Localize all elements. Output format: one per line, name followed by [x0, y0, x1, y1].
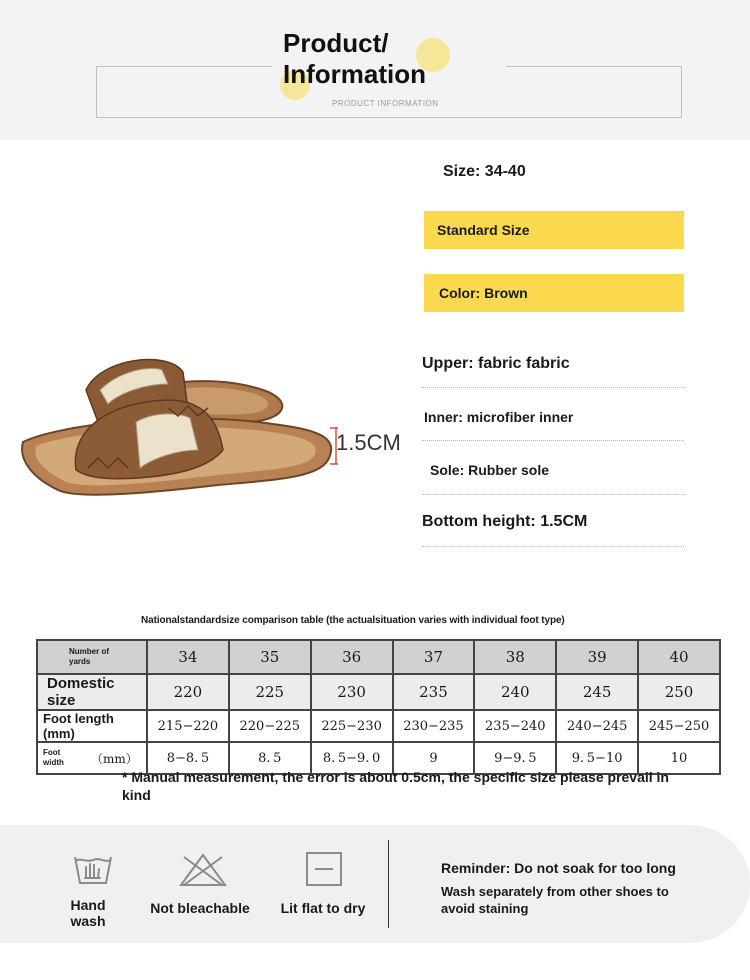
page-subtitle: PRODUCT INFORMATION: [332, 99, 439, 108]
spec-upper: Upper: fabric fabric: [422, 355, 570, 372]
hand-wash-label: Hand wash: [70, 897, 106, 929]
flat-dry-label: Lit flat to dry: [280, 900, 366, 916]
table-cell: 220−225: [229, 710, 311, 742]
table-cell: 240: [474, 674, 556, 710]
table-cell: 230: [311, 674, 393, 710]
table-cell: 8−8. 5: [147, 742, 229, 774]
page-title-text: Product/ Information: [283, 28, 426, 89]
spec-size: Size: 34-40: [443, 163, 526, 180]
row-header: [37, 640, 147, 674]
divider: [422, 387, 684, 388]
table-row: [37, 710, 720, 742]
spec-bottom-height: Bottom height: 1.5CM: [422, 513, 588, 530]
header-label: Number of yards: [69, 647, 109, 666]
foot-width-unit: （mm）: [91, 751, 138, 766]
sole-height-label: 1.5CM: [336, 430, 401, 455]
table-cell: 240−245: [556, 710, 638, 742]
table-cell: 9. 5−10: [556, 742, 638, 774]
table-cell: 245−250: [638, 710, 720, 742]
reminder-text: Wash separately from other shoes to avoid staining: [441, 884, 669, 916]
foot-width-label: Foot width: [43, 748, 64, 767]
table-row: [37, 640, 720, 674]
table-cell: 245: [556, 674, 638, 710]
row-header: Foot length (mm): [37, 710, 147, 742]
table-cell: 235: [393, 674, 475, 710]
hand-wash-icon: [72, 851, 114, 887]
table-cell: 9: [393, 742, 475, 774]
table-cell: 10: [638, 742, 720, 774]
row-header: Domestic size: [37, 674, 147, 710]
table-cell: 36: [311, 640, 393, 674]
color-label: Color: Brown: [439, 285, 528, 301]
table-cell: 230−235: [393, 710, 475, 742]
table-cell: 8. 5: [229, 742, 311, 774]
divider: [422, 546, 684, 547]
spec-sole: Sole: Rubber sole: [430, 462, 550, 478]
spec-inner: Inner: microfiber inner: [424, 409, 574, 425]
table-cell: 8. 5−9. 0: [311, 742, 393, 774]
divider: [422, 494, 684, 495]
sandal-image: [18, 350, 338, 520]
measurement-note: * Manual measurement, the error is about 0.5cm, the specific size please prevail in kind: [122, 769, 669, 803]
no-bleach-icon: [178, 851, 228, 887]
table-cell: 250: [638, 674, 720, 710]
table-cell: 34: [147, 640, 229, 674]
table-cell: 225−230: [311, 710, 393, 742]
table-cell: 225: [229, 674, 311, 710]
table-cell: 35: [229, 640, 311, 674]
standard-size-bar: [424, 211, 684, 249]
care-divider: [388, 840, 389, 928]
reminder-title: Reminder: Do not soak for too long: [441, 860, 676, 876]
table-cell: 37: [393, 640, 475, 674]
divider: [422, 440, 684, 441]
color-bar: [424, 274, 684, 312]
table-cell: 215−220: [147, 710, 229, 742]
table-cell: 235−240: [474, 710, 556, 742]
flat-dry-icon: [305, 851, 343, 887]
table-cell: 220: [147, 674, 229, 710]
standard-size-label: Standard Size: [437, 222, 530, 238]
table-cell: 38: [474, 640, 556, 674]
size-table-caption: Nationalstandardsize comparison table (the actualsituation varies with individual foot type): [141, 615, 565, 626]
not-bleachable-label: Not bleachable: [150, 900, 250, 916]
size-table: [36, 639, 721, 775]
table-cell: 40: [638, 640, 720, 674]
page-title: [283, 28, 453, 90]
table-cell: 39: [556, 640, 638, 674]
table-cell: 9−9. 5: [474, 742, 556, 774]
table-row: [37, 674, 720, 710]
